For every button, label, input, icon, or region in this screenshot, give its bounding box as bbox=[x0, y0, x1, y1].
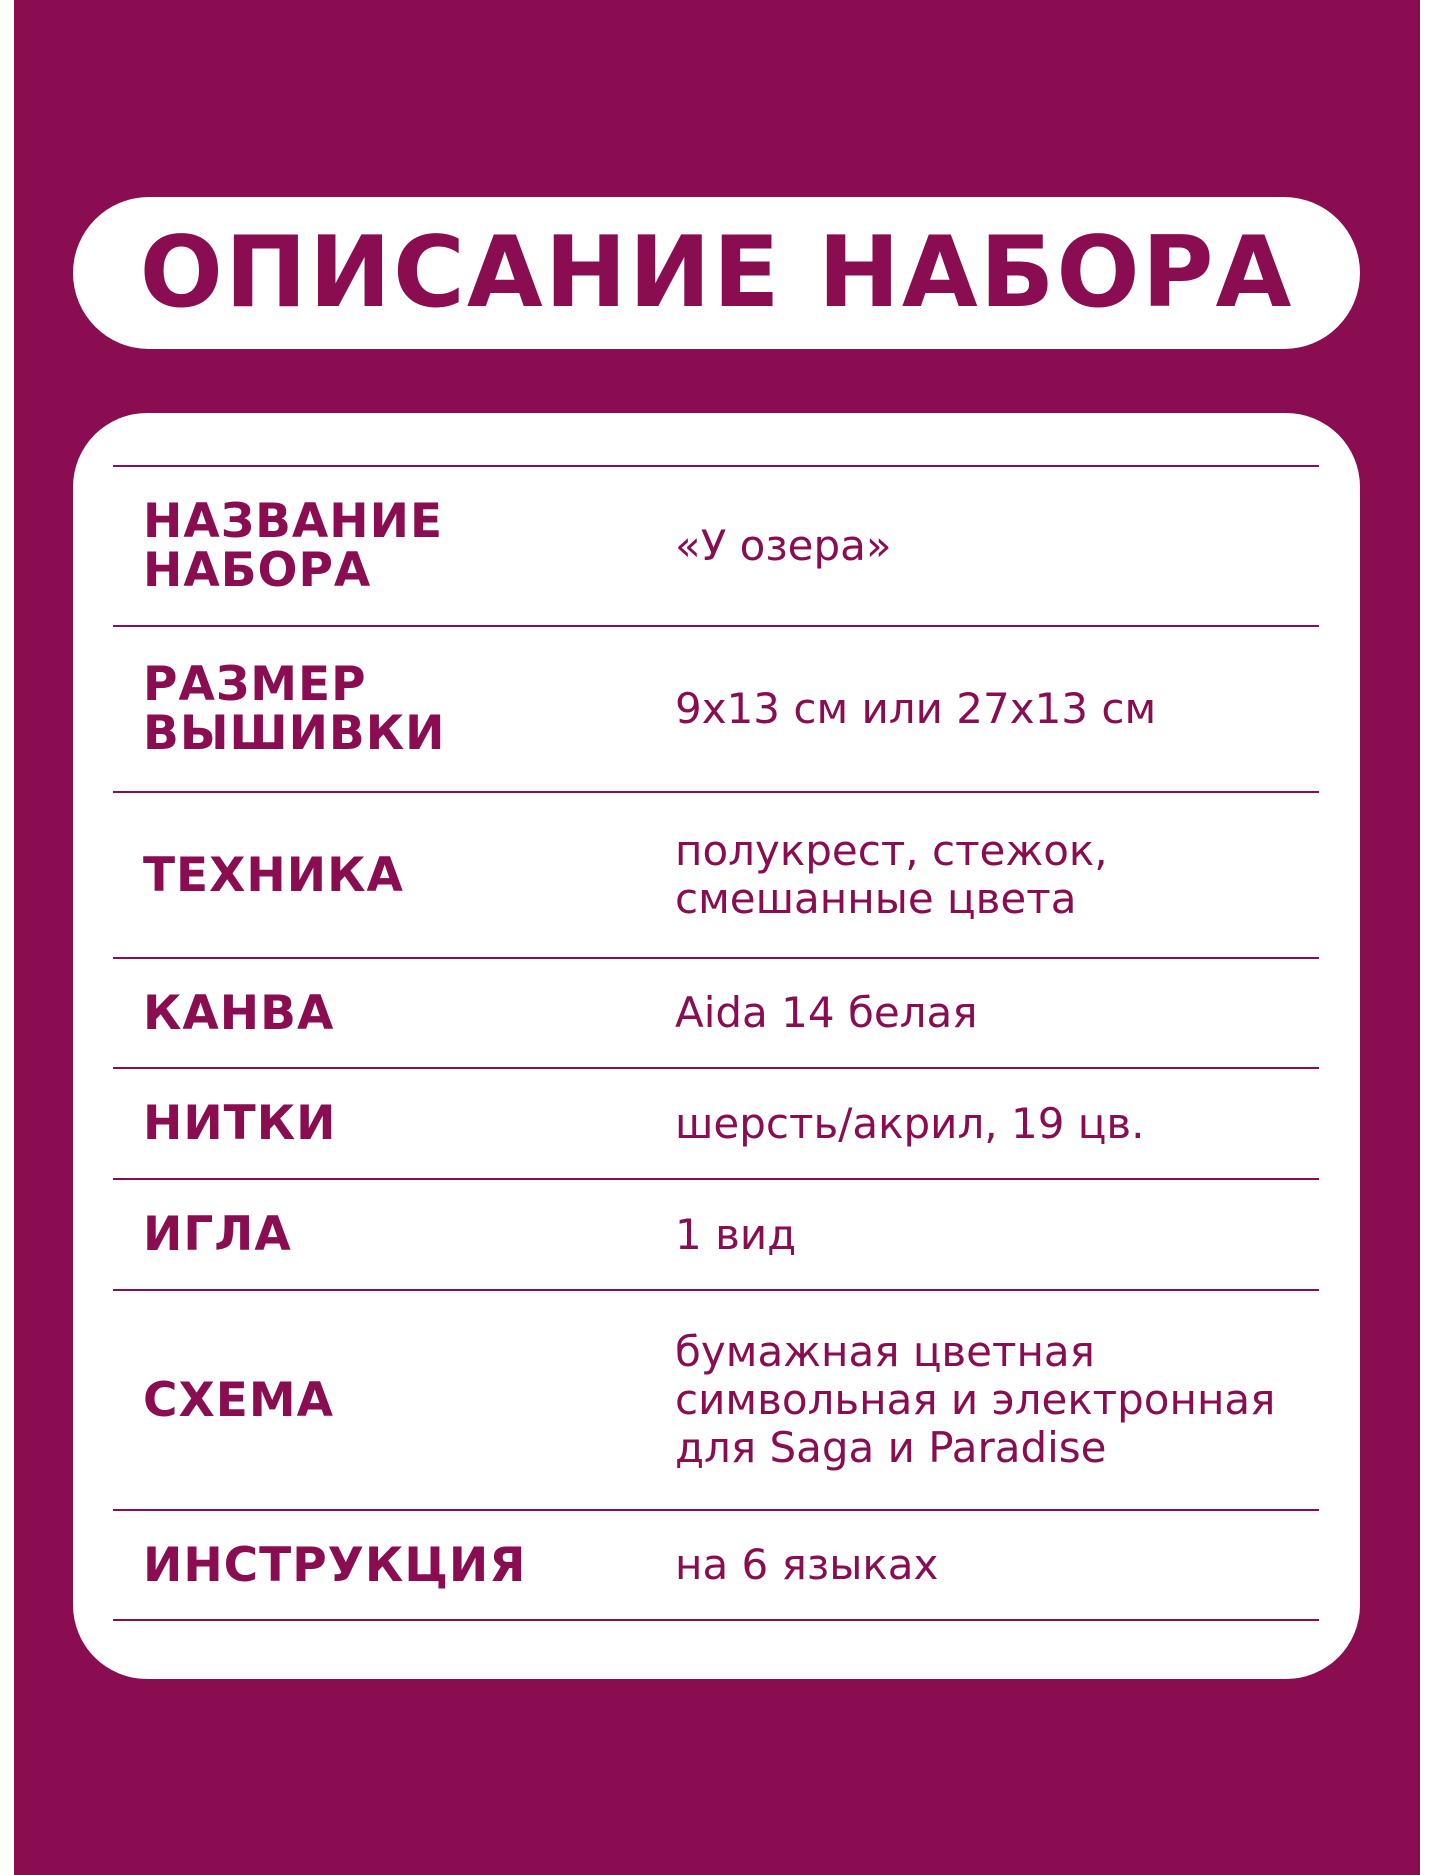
spec-row-name bbox=[113, 465, 1319, 625]
spec-value: 9x13 см или 27x13 см bbox=[675, 684, 1157, 733]
spec-label: ИНСТРУКЦИЯ bbox=[143, 1537, 527, 1593]
spec-value: полукрест, стежок, смешанные цвета bbox=[675, 826, 1108, 923]
spec-label: КАНВА bbox=[143, 985, 335, 1041]
spec-row-needle bbox=[113, 1178, 1319, 1289]
spec-value: бумажная цветная символьная и электронная для Saga и Paradise bbox=[675, 1327, 1276, 1472]
spec-row-technique bbox=[113, 791, 1319, 957]
spec-value: «У озера» bbox=[675, 521, 892, 570]
spec-row-threads bbox=[113, 1067, 1319, 1178]
spec-label: СХЕМА bbox=[143, 1372, 334, 1428]
spec-value: 1 вид bbox=[675, 1209, 797, 1259]
spec-row-instruction bbox=[113, 1509, 1319, 1621]
spec-label: НИТКИ bbox=[143, 1096, 337, 1151]
title-banner bbox=[73, 197, 1360, 349]
spec-value: Aida 14 белая bbox=[675, 988, 978, 1037]
spec-value: шерсть/акрил, 19 цв. bbox=[675, 1098, 1145, 1148]
spec-label: ТЕХНИКА bbox=[143, 847, 404, 903]
spec-label: НАЗВАНИЕ НАБОРА bbox=[143, 494, 444, 598]
spec-row-scheme bbox=[113, 1289, 1319, 1509]
page-title: ОПИСАНИЕ НАБОРА bbox=[139, 216, 1294, 330]
spec-row-canvas bbox=[113, 957, 1319, 1067]
spec-value: на 6 языках bbox=[675, 1540, 939, 1589]
specs-card bbox=[73, 413, 1360, 1679]
spec-row-size bbox=[113, 625, 1319, 791]
specs-table bbox=[113, 465, 1319, 1621]
spec-label: РАЗМЕР ВЫШИВКИ bbox=[143, 657, 446, 761]
spec-label: ИГЛА bbox=[143, 1207, 292, 1262]
